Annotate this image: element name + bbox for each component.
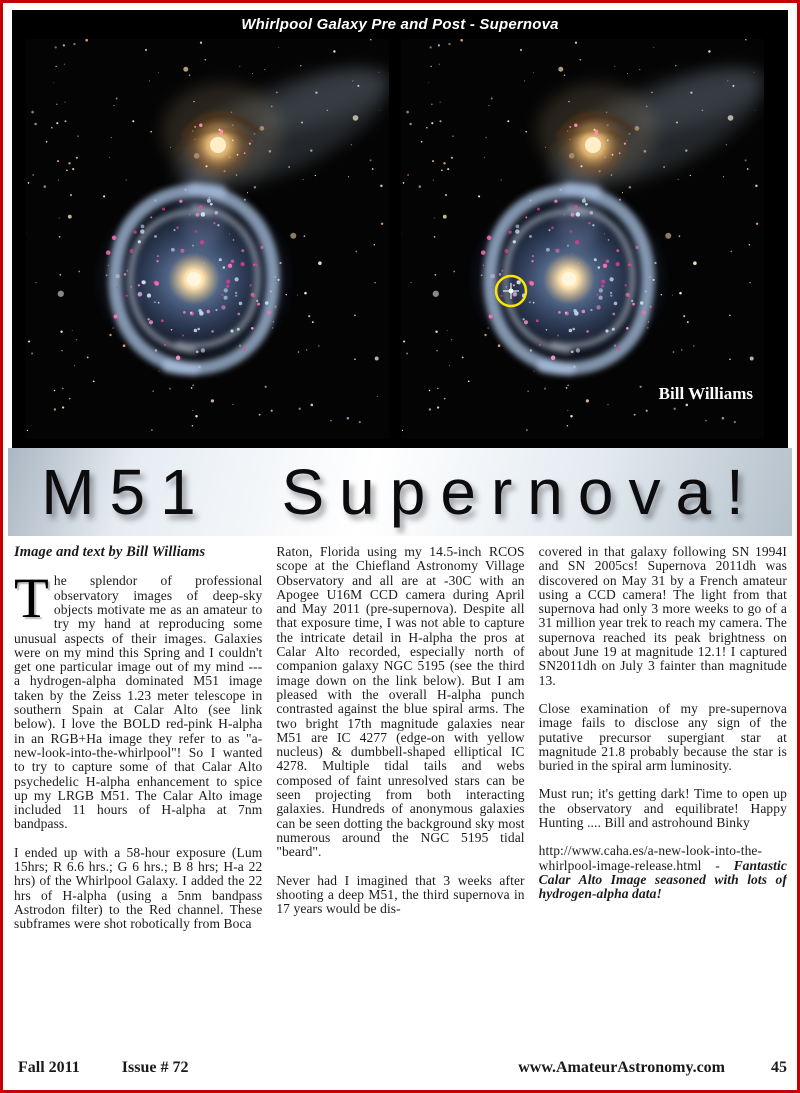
paragraph-text: he splendor of professional observatory images of deep-sky objects motivate me as an amateur to try my hand at reproducing some unusual aspects of their images. Galaxies were on my mind this Spring and I couldn't get one particular image out of my mind --- a hydrogen-alpha dominated M51 image taken by the Zeiss 1.23 meter telescope in southern Spain at Calar Alto (see link below). I love the BOLD red-pink H-alpha in an RGB+Ha image they refer to as "a-new-look-into-the-whirlpool"! So I wanted to try to capture some of that Calar Alto psychedelic H-alpha enhancement to spice up my LRGB M51. The Calar Alto image included 11 hours of H-alpha at 7nm bandpass. (14, 573, 263, 832)
footer-left (18, 1059, 230, 1077)
drop-cap: T (14, 567, 49, 631)
photo-band-caption: Whirlpool Galaxy Pre and Post - Supernova (241, 16, 559, 33)
page-footer (18, 1059, 787, 1077)
paragraph: Raton, Florida using my 14.5-inch RCOS scope at the Chiefland Astronomy Village Observatory and all are at -30C with an Apogee U16M CCD camera during April and May 2011 (pre-supernova). Despite all that exposure time, I was not able to capture the intricate detail in H-alpha the pros at Calar Alto recorded, especially north of companion galaxy NGC 5195 (see the third image down on the link below). But I am pleased with the overall H-alpha punch contrasted against the blue spiral arms. The two bright 17th magnitude galaxies near M51 are IC 4277 (edge-on with yellow nucleus) & dumbbell-shaped elliptical IC 4278. Multiple tidal tails and webs composed of faint unresolved stars can be seen projecting from both interacting galaxies. Hundreds of anonymous galaxies can be seen dotting the background sky most numerous around the NGC 5195 tidal "beard". (276, 545, 525, 860)
article-url: http://www.caha.es/a-new-look-into-the-whirlpool-image-release.html - (538, 843, 763, 873)
footer-season: Fall 2011 (18, 1059, 80, 1076)
article-column-1 (14, 545, 262, 1051)
paragraph: Must run; it's getting dark! Time to open up the observatory and equilibrate! Happy Hunting .... Bill and astrohound Binky (538, 786, 787, 831)
footer-issue: Issue # 72 (121, 1059, 189, 1076)
paragraph: covered in that galaxy following SN 1994I and SN 2005cs! Supernova 2011dh was discovered on May 31 by a French amateur using a CCD camera! The light from that supernova had only 3 more weeks to go of a 31 million year trek to reach my camera. The supernova reached its peak brightness on about June 19 at magnitude 12.1! I captured SN2011dh on July 3 fainter than magnitude 13. (538, 545, 787, 688)
article-column-2 (276, 545, 524, 1051)
footer-right (472, 1059, 787, 1077)
closing-note: Fantastic Calar Alto Image seasoned with lots of hydrogen-alpha data! (538, 857, 787, 902)
title-banner (8, 448, 792, 536)
byline: Image and text by Bill Williams (14, 545, 206, 560)
page-title: M51 Supernova! (41, 456, 759, 528)
footer-page-number: 45 (771, 1059, 787, 1076)
footer-website: www.AmateurAstronomy.com (518, 1059, 725, 1076)
paragraph: I ended up with a 58-hour exposure (Lum 15hrs; R 6.6 hrs.; G 6 hrs.; B 8 hrs; H-a 22 hrs) of the Whirlpool Galaxy. I added the 22 hrs of H-alpha (using a 5nm bandpass Astrodon filter) to the Red channel. These subframes were shot robotically from Boca (14, 844, 263, 932)
photo-band (12, 10, 788, 448)
article-column-3 (539, 545, 787, 1051)
article-body (14, 545, 787, 1051)
photo-credit: Bill Williams (658, 384, 753, 403)
galaxy-photo-post-supernova (401, 39, 764, 439)
paragraph: Never had I imagined that 3 weeks after shooting a deep M51, the third supernova in 17 years would be dis- (276, 872, 525, 917)
photo-pair (12, 33, 788, 439)
paragraph (539, 844, 787, 901)
paragraph: Close examination of my pre-supernova image fails to disclose any sign of the putative precursor supergiant star at magnitude 21.8 probably because the star is buried in the spiral arm luminosity. (538, 700, 787, 774)
paragraph (14, 567, 263, 832)
galaxy-photo-pre-supernova (26, 39, 389, 439)
